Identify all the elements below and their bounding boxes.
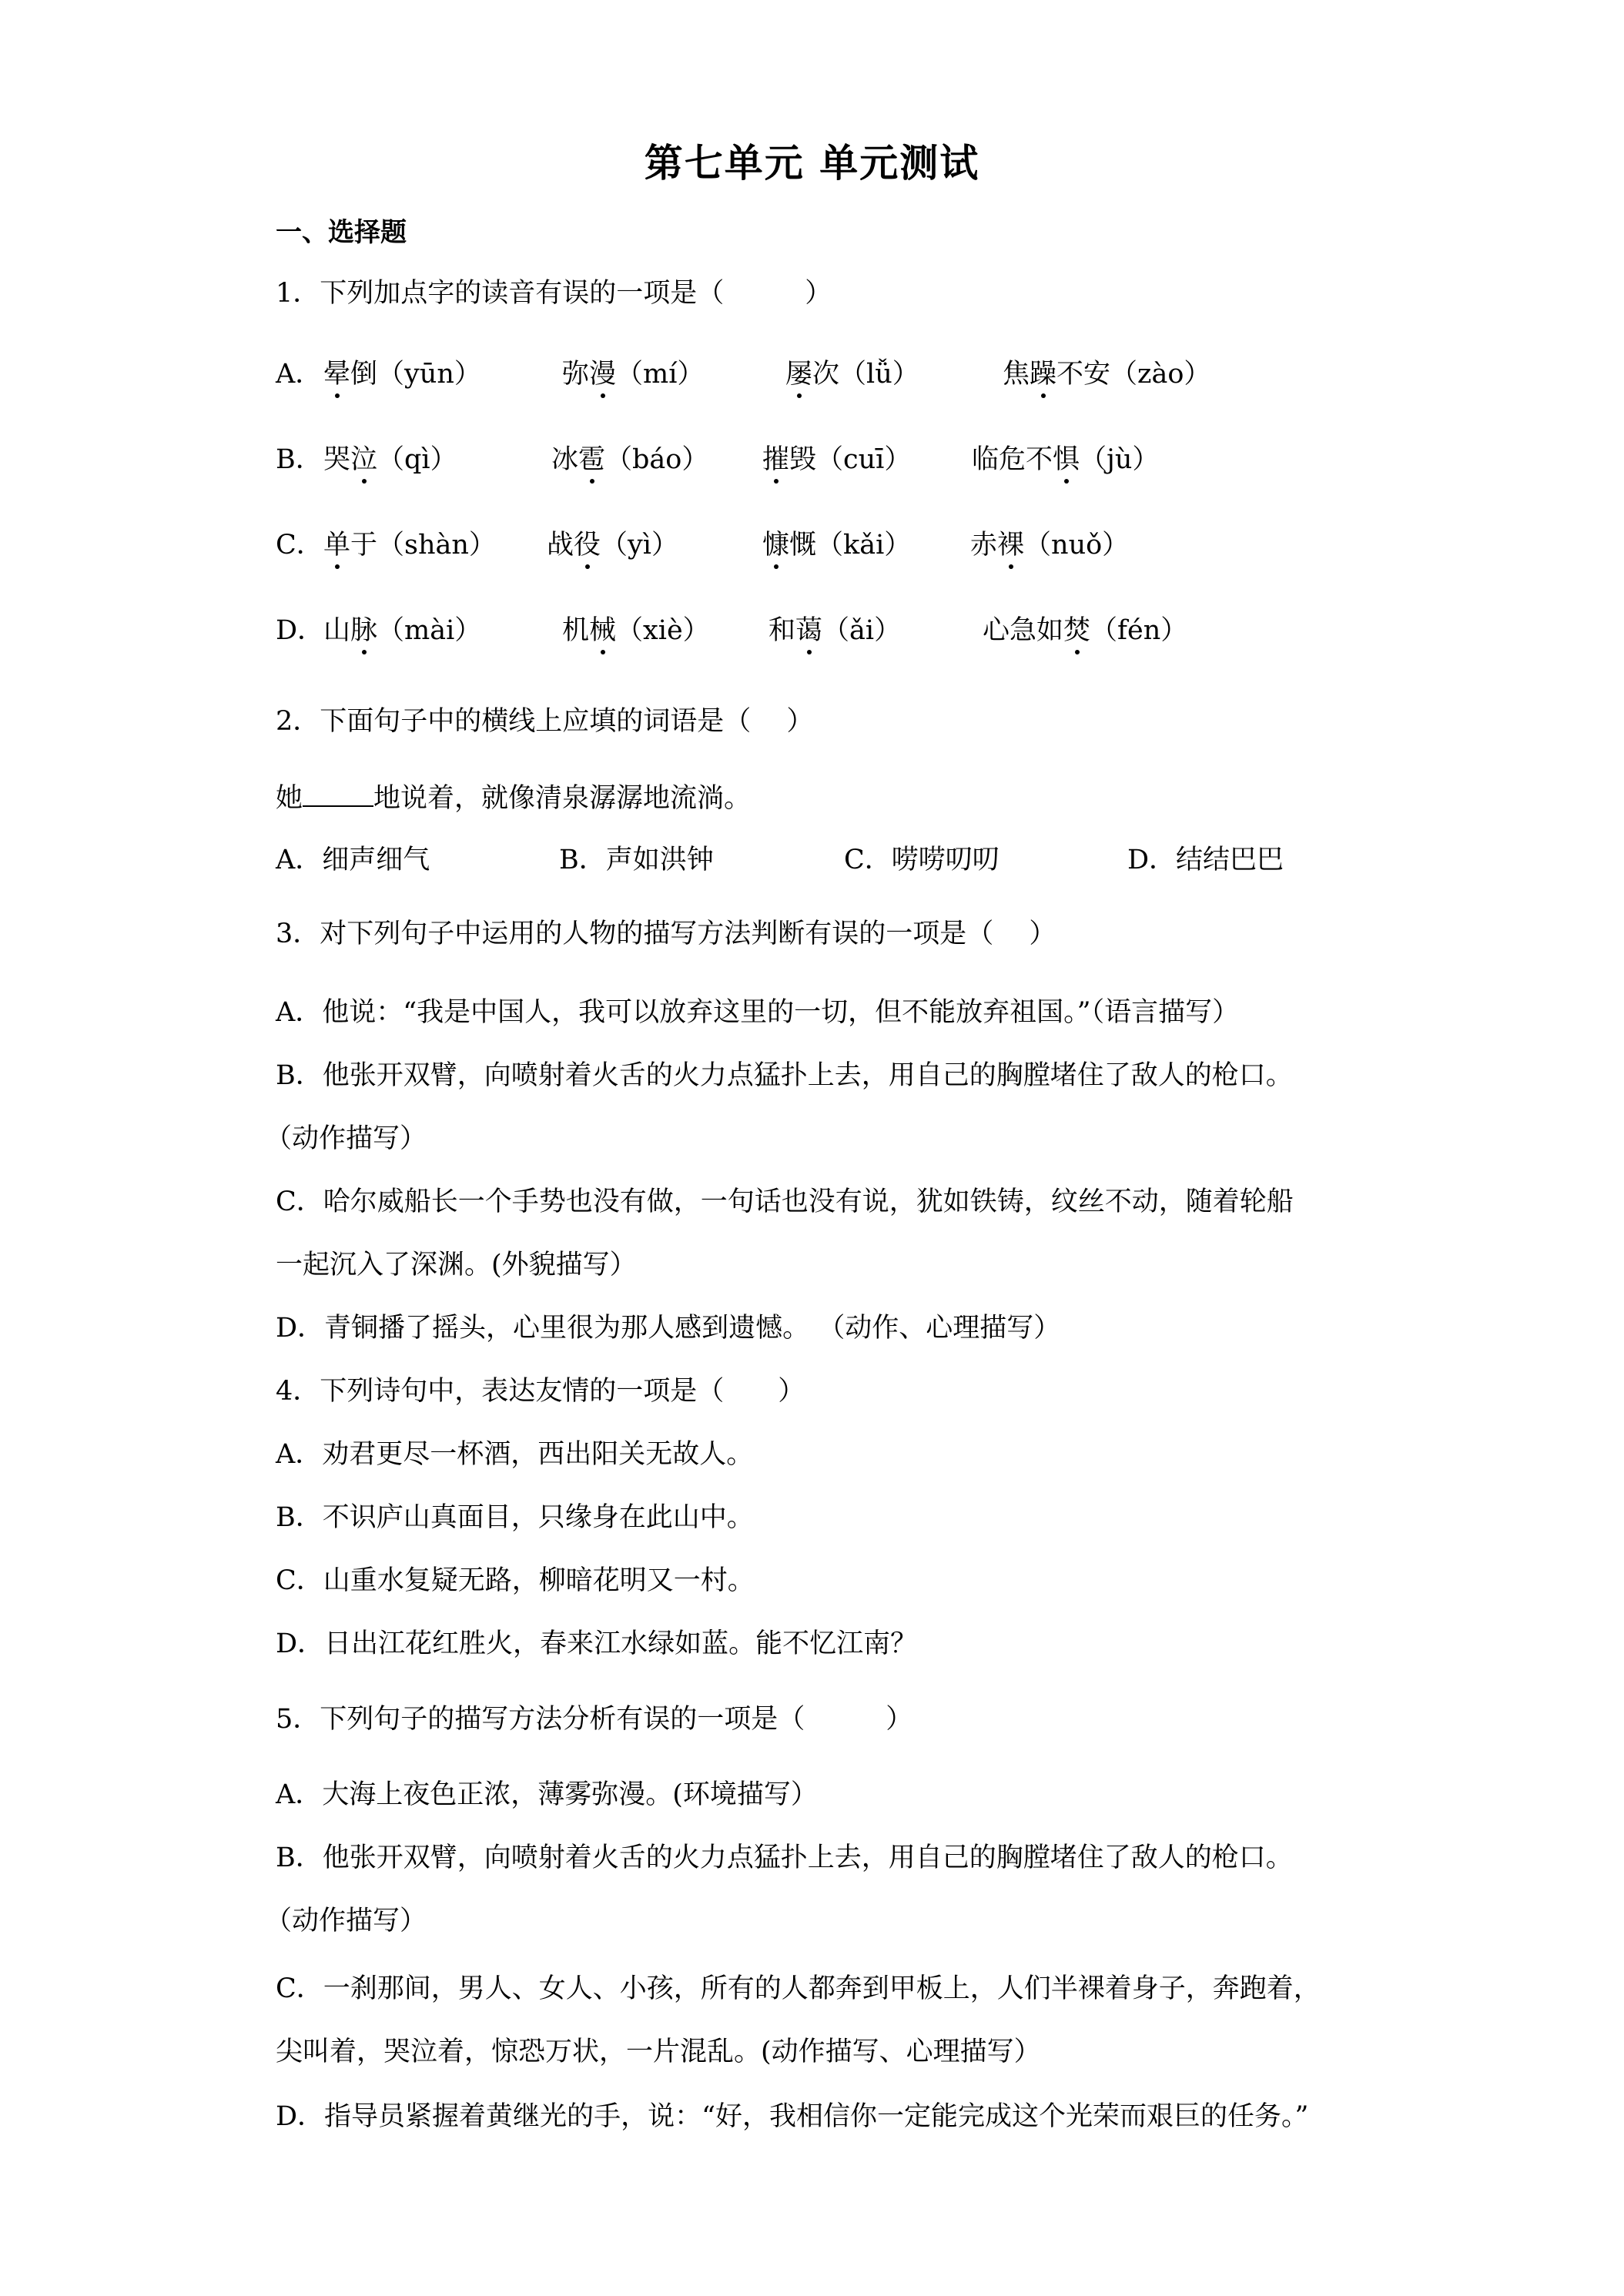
q1-option-a — [276, 356, 1354, 395]
q1-c-item-2: 战役（yì） — [547, 527, 678, 563]
q1-option-d — [276, 613, 1354, 651]
q1-a-item-4: 焦躁不安（zào） — [1003, 356, 1210, 392]
q2-option-a: A．细声细气 — [276, 845, 430, 875]
q3-line-5: 一起沉入了深渊。(外貌描写） — [276, 1250, 637, 1280]
q3-line-1: A．他说：“我是中国人，我可以放弃这里的一切，但不能放弃祖国。”（语言描写） — [276, 997, 1240, 1028]
q2-option-c: C．唠唠叨叨 — [844, 845, 1000, 875]
q3-line-2: B．他张开双臂，向喷射着火舌的火力点猛扑上去，用自己的胸膛堵住了敌人的枪口。 — [276, 1060, 1293, 1091]
q5-line-1: A．大海上夜色正浓，薄雾弥漫。(环境描写） — [276, 1779, 818, 1810]
fill-blank — [303, 779, 373, 807]
q1-b-item-4: 临危不惧（jù） — [972, 442, 1159, 477]
q1-a-item-2: 弥漫（mí） — [562, 356, 704, 392]
option-letter: D． — [276, 615, 325, 646]
q1-d-item-4: 心急如焚（fén） — [983, 613, 1187, 648]
option-letter: C． — [276, 530, 323, 561]
question-2-stem: 2．下面句子中的横线上应填的词语是（ ） — [276, 706, 814, 737]
question-2-sentence: 她 地说着，就像清泉潺潺地流淌。 — [276, 779, 751, 816]
question-3-stem: 3．对下列句子中运用的人物的描写方法判断有误的一项是（ ） — [276, 919, 1056, 949]
q1-a-item-1: 晕倒（yūn） — [323, 356, 481, 392]
q1-b-item-1: 哭泣（qì） — [323, 442, 457, 477]
q3-line-6: D．青铜播了摇头，心里很为那人感到遗憾。 （动作、心理描写） — [276, 1313, 1061, 1344]
option-letter: B． — [276, 444, 323, 475]
question-2-options — [276, 842, 1354, 881]
q1-c-item-1: 单于（shàn） — [323, 527, 496, 563]
q1-b-item-3: 摧毁（cuī） — [762, 442, 911, 477]
q4-option-b: B．不识庐山真面目，只缘身在此山中。 — [276, 1502, 754, 1533]
q5-line-6: D．指导员紧握着黄继光的手，说：“好，我相信你一定能完成这个光荣而艰巨的任务。” — [276, 2101, 1309, 2132]
q1-d-item-2: 机械（xiè） — [562, 613, 710, 648]
q1-b-item-2: 冰雹（báo） — [551, 442, 708, 477]
q1-d-item-1: 山脉（mài） — [323, 613, 481, 648]
page-title: 第七单元 单元测试 — [644, 141, 980, 186]
q5-line-5: 尖叫着，哭泣着，惊恐万状，一片混乱。(动作描写、心理描写） — [276, 2037, 1041, 2067]
q2-option-d: D．结结巴巴 — [1127, 845, 1284, 875]
q1-a-item-3: 屡次（lǚ） — [785, 356, 919, 392]
q4-option-a: A．劝君更尽一杯酒，西出阳关无故人。 — [276, 1439, 754, 1470]
q3-line-3: （动作描写） — [265, 1123, 427, 1154]
q1-c-item-4: 赤裸（nuǒ） — [970, 527, 1129, 563]
q5-line-3: （动作描写） — [265, 1906, 427, 1936]
q1-option-c — [276, 527, 1354, 566]
option-letter: A． — [276, 359, 323, 390]
q4-option-c: C．山重水复疑无路，柳暗花明又一村。 — [276, 1565, 755, 1596]
question-4-stem: 4．下列诗句中，表达友情的一项是（ ） — [276, 1376, 805, 1407]
q1-option-b — [276, 442, 1354, 480]
q5-line-4: C．一刹那间，男人、女人、小孩，所有的人都奔到甲板上，人们半裸着身子，奔跑着， — [276, 1973, 1321, 2004]
q2-option-b: B．声如洪钟 — [559, 845, 714, 875]
section-heading: 一、选择题 — [276, 217, 407, 248]
q4-option-d: D．日出江花红胜火，春来江水绿如蓝。能不忆江南？ — [276, 1628, 918, 1659]
q3-line-4: C．哈尔威船长一个手势也没有做，一句话也没有说，犹如铁铸，纹丝不动，随着轮船 — [276, 1186, 1294, 1217]
question-1-stem: 1．下列加点字的读音有误的一项是（ ） — [276, 278, 832, 309]
q1-d-item-3: 和蔼（ǎi） — [768, 613, 901, 648]
q5-line-2: B．他张开双臂，向喷射着火舌的火力点猛扑上去，用自己的胸膛堵住了敌人的枪口。 — [276, 1842, 1293, 1873]
question-5-stem: 5．下列句子的描写方法分析有误的一项是（ ） — [276, 1704, 913, 1735]
q1-c-item-3: 慷慨（kǎi） — [762, 527, 911, 563]
